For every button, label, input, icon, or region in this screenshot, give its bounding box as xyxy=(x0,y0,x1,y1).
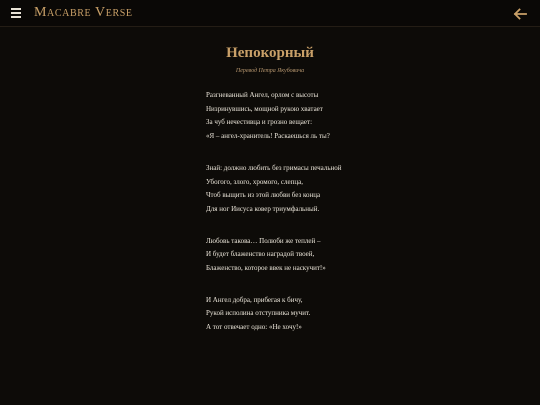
stanza xyxy=(206,89,506,144)
poem-line: А тот отвечает одно: «Не хочу!» xyxy=(206,323,302,332)
poem-translator: Перевод Петра Якубовича xyxy=(235,68,305,74)
poem-line: Убогого, злого, хромого, слепца, xyxy=(206,177,303,186)
poem-line: Блаженство, которое ввек не наскучит!» xyxy=(206,264,326,273)
app-title[interactable]: Macabre Verse xyxy=(34,5,133,20)
arrow-left-icon[interactable] xyxy=(512,7,528,21)
top-bar xyxy=(0,0,540,27)
stanza xyxy=(206,162,506,217)
stanza xyxy=(206,235,506,276)
stanza xyxy=(206,294,506,335)
poem-line: Любовь такова… Полюби же теплей – xyxy=(206,236,321,245)
poem-line: Знай: должно любить без гримасы печальной xyxy=(206,163,342,172)
poem-line: И Ангел добра, прибегая к бичу, xyxy=(206,295,303,304)
poem-view xyxy=(0,28,540,405)
poem-body xyxy=(206,89,506,353)
poem-line: Для ног Иисуса ковер триумфальный. xyxy=(206,204,320,213)
poem-line: Низринувшись, мощной рукою хватает xyxy=(206,104,323,113)
poem-line: Разгневанный Ангел, орлом с высоты xyxy=(206,91,319,99)
poem-title: Непокорный xyxy=(226,45,314,61)
poem-line: Рукой исполина отступника мучит. xyxy=(206,309,311,318)
poem-line: «Я – ангел-хранитель! Раскаешься ль ты? xyxy=(206,132,330,141)
poem-line: Чтоб выщить из этой любви без конца xyxy=(206,191,321,200)
poem-line: За чуб нечестивца и грозно вещает: xyxy=(206,118,313,127)
poem-line: И будет блаженство наградой твоей, xyxy=(206,250,315,259)
hamburger-menu-icon[interactable] xyxy=(11,8,23,19)
